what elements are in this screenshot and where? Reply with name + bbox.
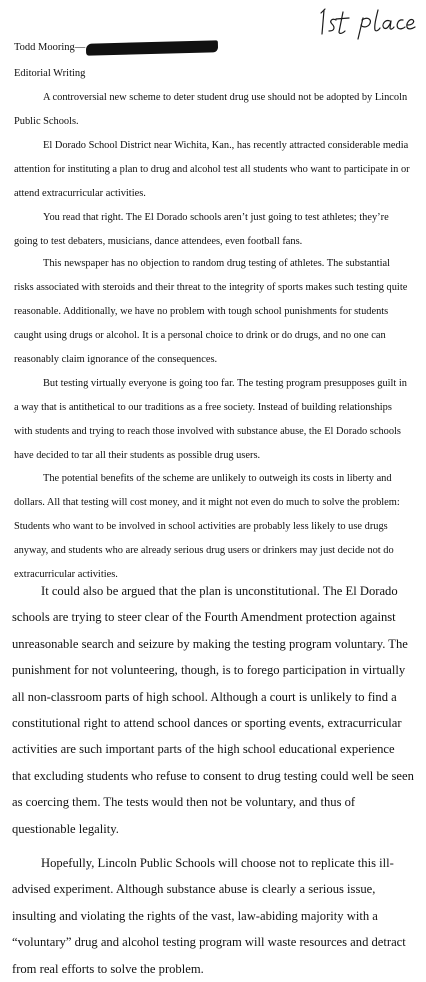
byline-block xyxy=(14,40,394,82)
handwritten-placement-note xyxy=(318,6,418,40)
paragraph-6: The potential benefits of the scheme are unlikely to outweigh its costs in liberty and dollars. All that testing will cost money, and it might not even do much to solve the problem: Students who want to be involved in school activities are probably less likely to use drugs anyway, and students who are already serious drug users or drinkers may just decide not do extracurricular activities. xyxy=(14,473,400,580)
paragraph-2: El Dorado School District near Wichita, Kan., has recently attracted considerable media attention for instituting a plan to drug and alcohol test all students who want to participate in or attend extracurricular activities. xyxy=(14,140,410,199)
paragraph-3: You read that right. The El Dorado schools aren’t just going to test athletes; they’re going to test debaters, musicians, dance attendees, even football fans. xyxy=(14,212,389,247)
category-label: Editorial Writing xyxy=(14,68,86,79)
paragraph-4: This newspaper has no objection to random drug testing of athletes. The substantial risks associated with steroids and their threat to the integrity of sports makes such testing quite reasonable. Additionally, we have no problem with tough school punishments for students caught using drugs or alcohol. It is a personal choice to drink or do drugs, and no one can reasonably claim ignorance of the consequences. xyxy=(14,258,408,365)
author-name: Todd Mooring— xyxy=(14,42,86,53)
paragraph-7: It could also be argued that the plan is unconstitutional. The El Dorado schools are trying to steer clear of the Fourth Amendment protection against unreasonable search and seizure by making the testing program voluntary. The punishment for not volunteering, though, is to forego participation in virtually all non-classroom parts of high school. Although a court is unlikely to find a constitutional right to attend school dances or sporting events, extracurricular activities are such important parts of the high school educational experience that excluding students who refuse to consent to drug testing could well be seen as coercing them. The tests would then not be voluntary, and thus of questionable legality. xyxy=(12,584,414,836)
redaction-mark xyxy=(86,40,218,55)
paragraph-8: Hopefully, Lincoln Public Schools will choose not to replicate this ill-advised experiment. Although substance abuse is clearly a serious issue, insulting and violating the rights of the vast, law-abiding majority with a “voluntary” drug and alcohol testing program will waste resources and detract from real efforts to solve the problem. xyxy=(12,856,406,976)
paragraph-5: But testing virtually everyone is going too far. The testing program presupposes guilt in a way that is antithetical to our traditions as a free society. Instead of building relationships with students and trying to reach those involved with substance abuse, the El Dorado schools have decided to tar all their students as possible drug users. xyxy=(14,378,408,461)
author-line xyxy=(14,40,394,56)
paragraph-1: A controversial new scheme to deter student drug use should not be adopted by Lincoln Public Schools. xyxy=(14,92,408,127)
